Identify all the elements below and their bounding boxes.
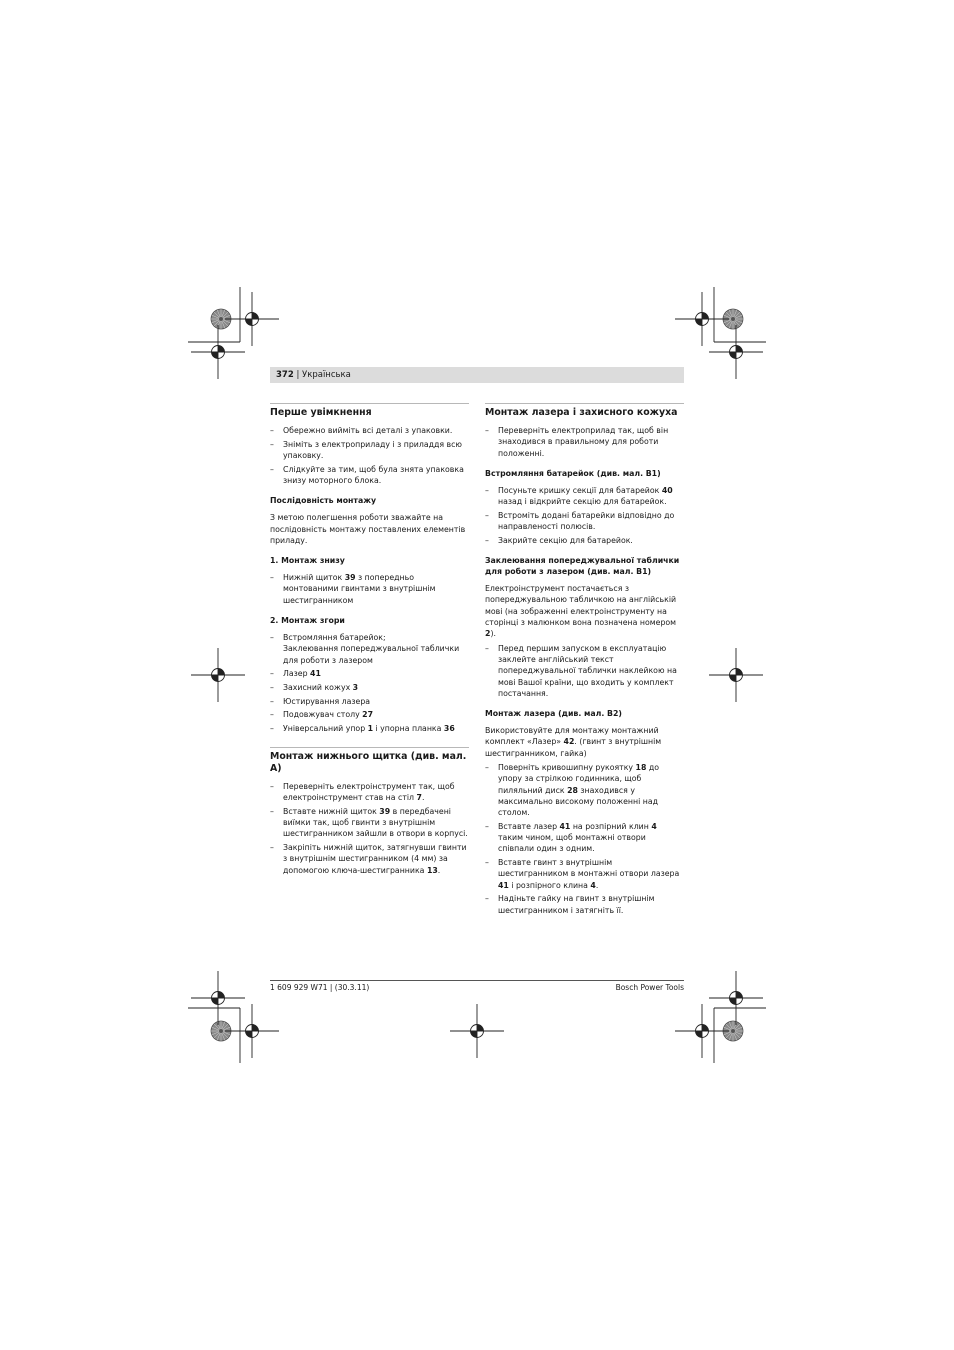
list-item: – Надіньте гайку на гвинт з внутрішнім шестигранником і затягніть її. [485,893,684,916]
laser-intro: Використовуйте для монтажу монтажний комплект «Лазер» 42. (гвинт з внутрішнім шестигранником, гайка) [485,726,662,758]
sequence-intro: З метою полегшення роботи зважайте на послідовність монтажу поставлених елементів приладу. [270,513,466,545]
list-item: – Слідкуйте за тим, щоб була знята упаковка знизу моторного блока. [270,464,469,487]
page-number: 372 [276,370,294,380]
list-item: – Захисний кожух 3 [270,682,469,693]
subsection-title-laser: Монтаж лазера (див. мал. B2) [485,709,622,719]
list-item: – Вставте лазер 41 на розпірний клин 4 таким чином, щоб монтажні отвори співпали один з одним. [485,821,684,855]
footer-divider [270,980,684,981]
list-item: – Вставте гвинт з внутрішнім шестигранником в монтажні отвори лазера 41 і розпірного клина 4. [485,857,684,891]
page-header: 372 | Українська [270,367,684,383]
list-item: – Лазер 41 [270,668,469,679]
section-title-laser-guard: Монтаж лазера і захисного кожуха [485,407,678,418]
subsection-title-bottom: 1. Монтаж знизу [270,556,345,566]
list-item: – Переверніть електроінструмент так, щоб електроінструмент став на стіл 7. [270,781,469,804]
list-item: – Встроміть додані батарейки відповідно до направленості полюсів. [485,510,684,533]
subsection-title-sequence: Послідовність монтажу [270,496,377,506]
left-column [270,403,469,878]
header-language: Українська [302,370,351,380]
footer-doc-number: 1 609 929 W71 | (30.3.11) [270,983,370,992]
subsection-title-top: 2. Монтаж згори [270,616,345,626]
list-item: – Нижній щиток 39 з попередньо монтованими гвинтами з внутрішнім шестигранником [270,572,469,606]
list-item: – Подовжувач столу 27 [270,709,469,720]
list-item: – Перед першим запуском в експлуатацію заклейте англійський текст попереджувальної таблички наклейкою на мові Вашої країни, що входить у комплект постачання. [485,643,684,699]
list-item: – Поверніть кривошипну рукоятку 18 до упору за стрілкою годинника, щоб пиляльний диск 28 знаходився у максимально високому положенні над столом. [485,762,684,818]
label-intro: Електроінструмент постачається з попереджувальною табличкою на англійській мові (на зображенні електроінструменту на сторінці з малюнком вона позначена номером 2). [485,584,677,639]
list-item: – Зніміть з електроприладу і з приладдя всю упаковку. [270,439,469,462]
list-item: – Посуньте кришку секції для батарейок 40 назад і відкрийте секцію для батарейок. [485,485,684,508]
list-item: – Закрийте секцію для батарейок. [485,535,684,546]
subsection-title-batteries: Встромляння батарейок (див. мал. B1) [485,468,661,478]
subsection-title-label: Заклеювання попереджувальної таблички для роботи з лазером (див. мал. B1) [485,556,680,577]
list-item: – Вставте нижній щиток 39 в передбачені виїмки так, щоб гвинти з внутрішнім шестигранником зайшли в отвори в корпусі. [270,806,469,840]
footer-brand: Bosch Power Tools [615,983,684,992]
list-item: – Обережно вийміть всі деталі з упаковки. [270,425,469,436]
list-item: – Універсальний упор 1 і упорна планка 36 [270,723,469,734]
right-column [485,403,684,918]
section-title-lower-guard: Монтаж нижнього щитка (див. мал. A) [270,750,467,774]
first-start-list [270,425,469,486]
section-title-first-start: Перше увімкнення [270,407,372,418]
list-item: – Встромляння батарейок; Заклеювання попереджувальної таблички для роботи з лазером [270,632,469,666]
list-item: – Закріпіть нижній щиток, затягнувши гвинти з внутрішнім шестигранником (4 мм) за допомогою ключа-шестигранника 13. [270,842,469,876]
list-item: – Юстирування лазера [270,696,469,707]
list-item: – Переверніть електроприлад так, щоб він знаходився в правильному для роботи положенні. [485,425,684,459]
